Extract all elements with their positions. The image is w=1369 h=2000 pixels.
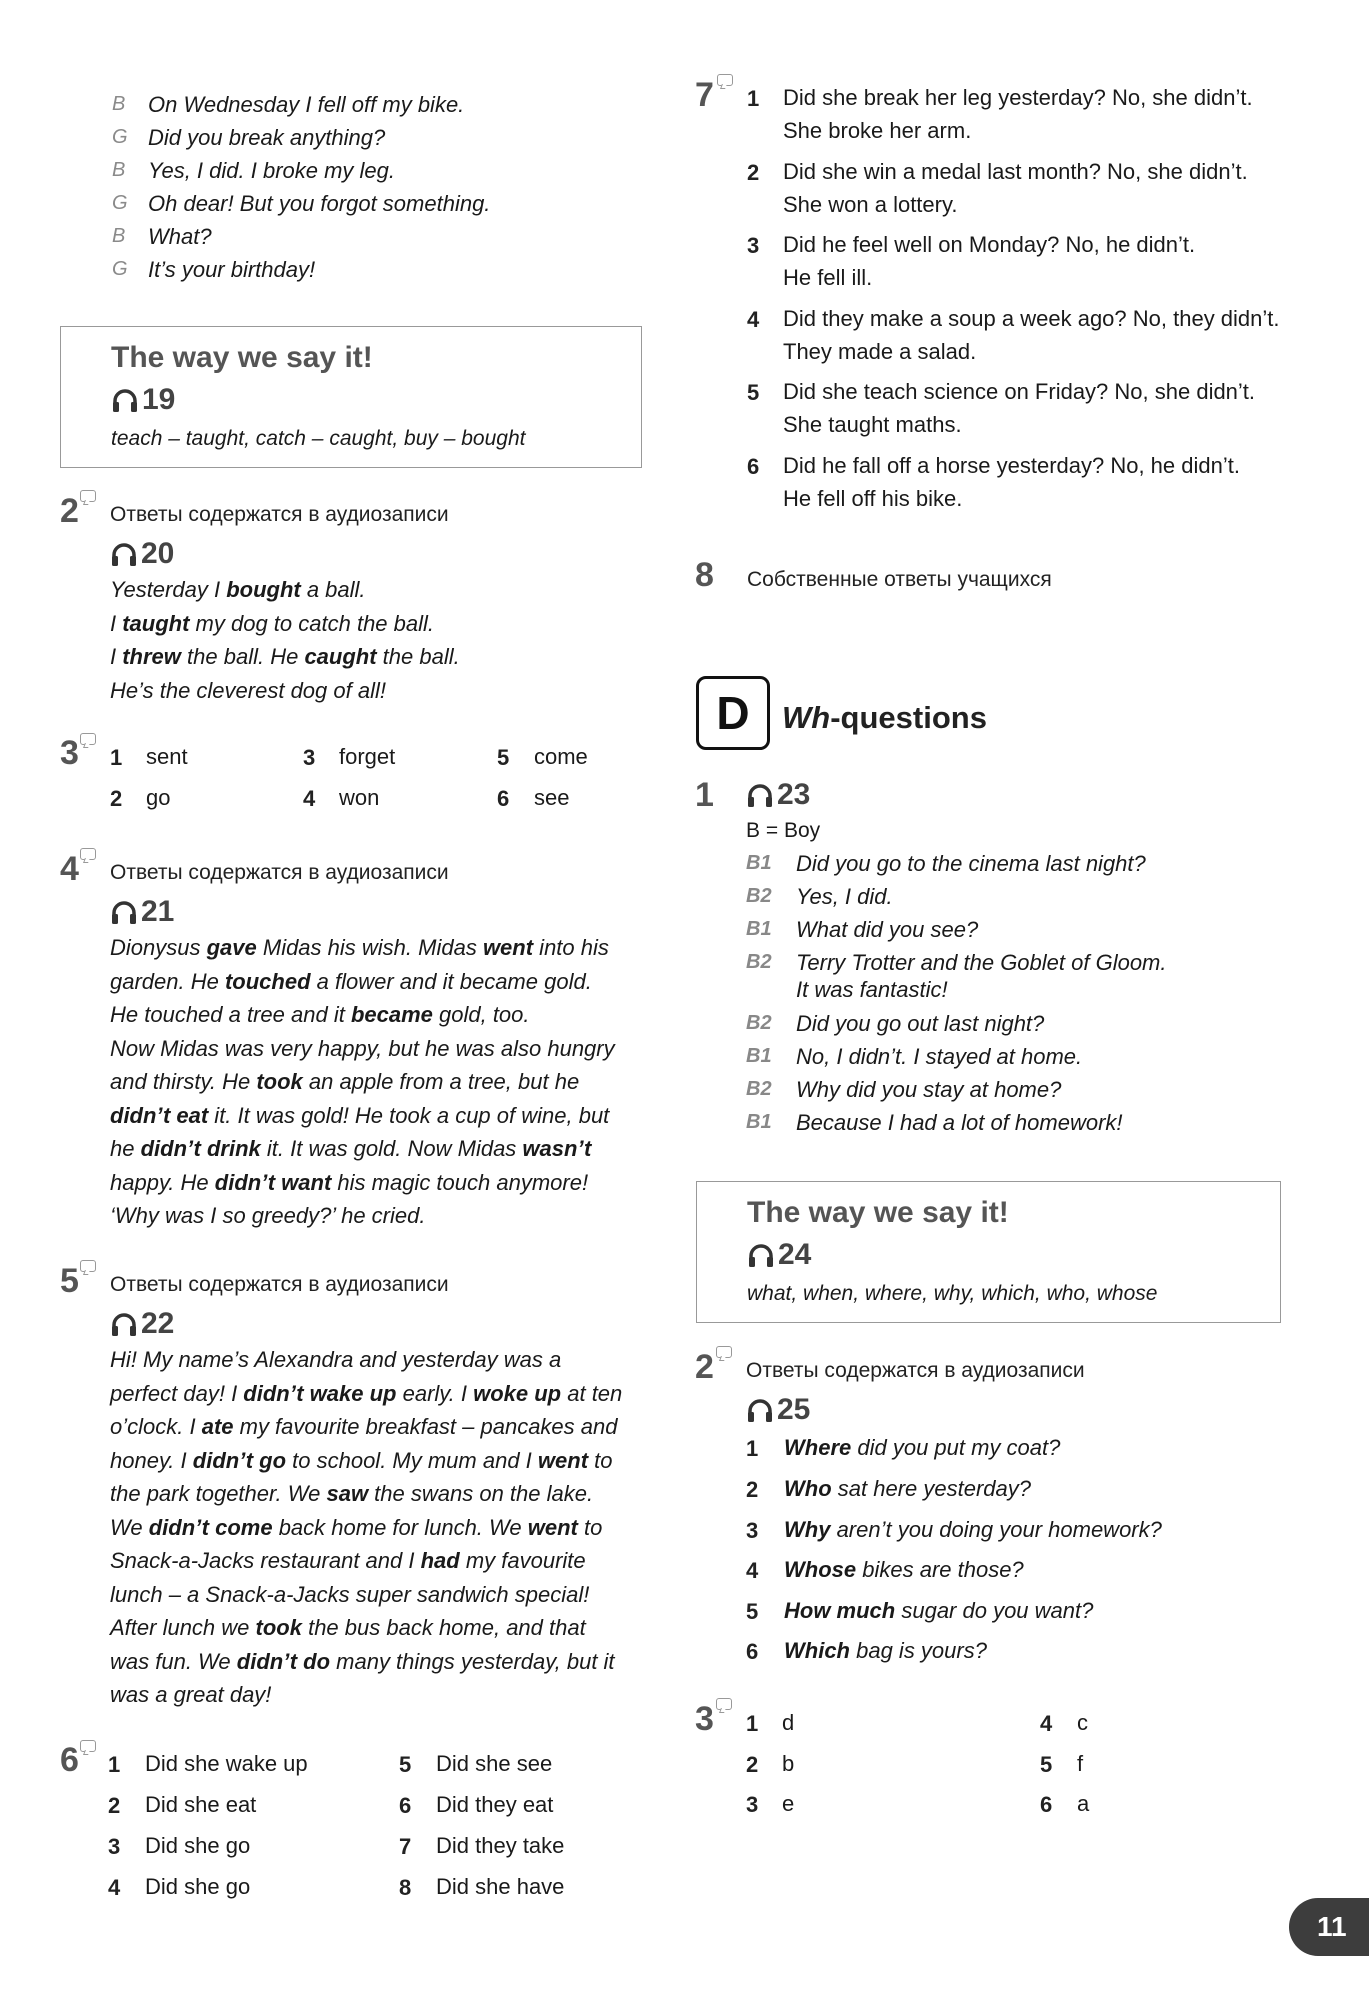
text-line: and thirsty. He took an apple from a tree, but he (110, 1069, 580, 1094)
bold-verb: didn’t want (214, 1169, 332, 1195)
text-line: garden. He touched a flower and it became gold. (110, 968, 592, 994)
way-we-say-it-box (60, 326, 642, 468)
audio-track: 23 (746, 778, 810, 812)
text-line: I threw the ball. He caught the ball. (110, 644, 460, 669)
section-letter: D (696, 676, 770, 750)
speech-bubble-icon (80, 490, 96, 502)
bold-verb: didn’t wake up (243, 1380, 397, 1406)
speech-bubble-icon (80, 733, 96, 745)
section-title: Wh-questions (782, 700, 987, 735)
text-line: lunch – a Snack-a-Jacks super sandwich special! (110, 1581, 590, 1607)
text-line: was a great day! (110, 1682, 272, 1707)
bold-verb: didn’t go (192, 1447, 287, 1473)
bold-verb: bought (226, 577, 301, 602)
bold-verb: gave (206, 935, 257, 960)
audio-track: 25 (746, 1393, 810, 1427)
bold-verb: didn’t come (148, 1514, 273, 1540)
way-we-say-it-box (696, 1181, 1281, 1323)
audio-track: 21 (110, 895, 174, 929)
text-line: Snack-a-Jacks restaurant and I had my favourite (110, 1548, 586, 1573)
bold-verb: ate (201, 1414, 234, 1439)
text-line: ‘Why was I so greedy?’ he cried. (110, 1203, 426, 1228)
text-line: he didn’t drink it. It was gold. Now Midas wasn’t (110, 1136, 592, 1161)
speech-bubble-icon (716, 1346, 732, 1358)
bold-verb: became (350, 1002, 433, 1027)
headphones-icon (110, 899, 138, 925)
headphones-icon (110, 541, 138, 567)
bold-verb: threw (122, 644, 181, 669)
box-text: teach – taught, catch – caught, buy – bought (111, 427, 526, 450)
page-number-tab (1289, 1898, 1369, 1956)
speech-bubble-icon (80, 1740, 96, 1752)
text-line: Yesterday I bought a ball. (110, 577, 366, 602)
text-line: happy. He didn’t want his magic touch anymore! (110, 1169, 589, 1195)
text-line: He touched a tree and it became gold, too. (110, 1002, 530, 1027)
bold-verb: saw (326, 1481, 369, 1506)
bold-verb: went (482, 935, 534, 960)
bold-verb: went (537, 1447, 589, 1473)
text-line: honey. I didn’t go to school. My mum and I went to (110, 1447, 613, 1473)
speech-bubble-icon (80, 848, 96, 860)
headphones-icon (111, 387, 139, 413)
ex2-text (110, 573, 460, 707)
headphones-icon (746, 1397, 774, 1423)
text-line: didn’t eat it. It was gold! He took a cup of wine, but (110, 1102, 610, 1128)
headphones-icon (746, 782, 774, 808)
text-line: was fun. We didn’t do many things yesterday, but it (110, 1648, 615, 1674)
box-title: The way we say it! (111, 341, 373, 374)
speech-bubble-icon (80, 1260, 96, 1272)
bold-verb: woke up (473, 1380, 562, 1406)
bold-verb: took (255, 1615, 302, 1640)
text-line: o’clock. I ate my favourite breakfast – pancakes and (110, 1414, 618, 1439)
audio-track: 22 (110, 1307, 174, 1341)
text-line: I taught my dog to catch the ball. (110, 610, 435, 636)
audio-track: 19 (111, 383, 175, 417)
box-title: The way we say it! (747, 1196, 1009, 1229)
text-line: Hi! My name’s Alexandra and yesterday was a (110, 1347, 562, 1372)
ex4-text (110, 931, 615, 1233)
bold-verb: didn’t eat (110, 1102, 209, 1128)
speech-bubble-icon (716, 1698, 732, 1710)
headphones-icon (747, 1242, 775, 1268)
audio-track: 20 (110, 537, 174, 571)
bold-verb: didn’t do (236, 1648, 331, 1674)
speech-bubble-icon (717, 74, 733, 86)
text-line: After lunch we took the bus back home, and that (110, 1615, 586, 1640)
text-line: Dionysus gave Midas his wish. Midas went into his (110, 935, 609, 960)
bold-verb: went (527, 1514, 578, 1540)
text-line: perfect day! I didn’t wake up early. I woke up at ten (110, 1380, 623, 1406)
box-text: what, when, where, why, which, who, whose (747, 1282, 1158, 1305)
page-number: 11 (1317, 1911, 1347, 1942)
bold-verb: caught (304, 644, 377, 669)
bold-verb: didn’t drink (140, 1136, 261, 1161)
text-line: We didn’t come back home for lunch. We went to (110, 1514, 603, 1540)
bold-verb: had (420, 1548, 460, 1573)
audio-track: 24 (747, 1238, 811, 1272)
headphones-icon (110, 1311, 138, 1337)
bold-verb: touched (224, 968, 311, 994)
text-line: He’s the cleverest dog of all! (110, 677, 386, 703)
text-line: the park together. We saw the swans on the lake. (110, 1481, 594, 1506)
bold-verb: took (256, 1069, 303, 1094)
ex5-text (110, 1343, 622, 1712)
bold-verb: wasn’t (522, 1136, 592, 1161)
bold-verb: taught (122, 610, 190, 636)
text-line: Now Midas was very happy, but he was also hungry (110, 1035, 615, 1061)
